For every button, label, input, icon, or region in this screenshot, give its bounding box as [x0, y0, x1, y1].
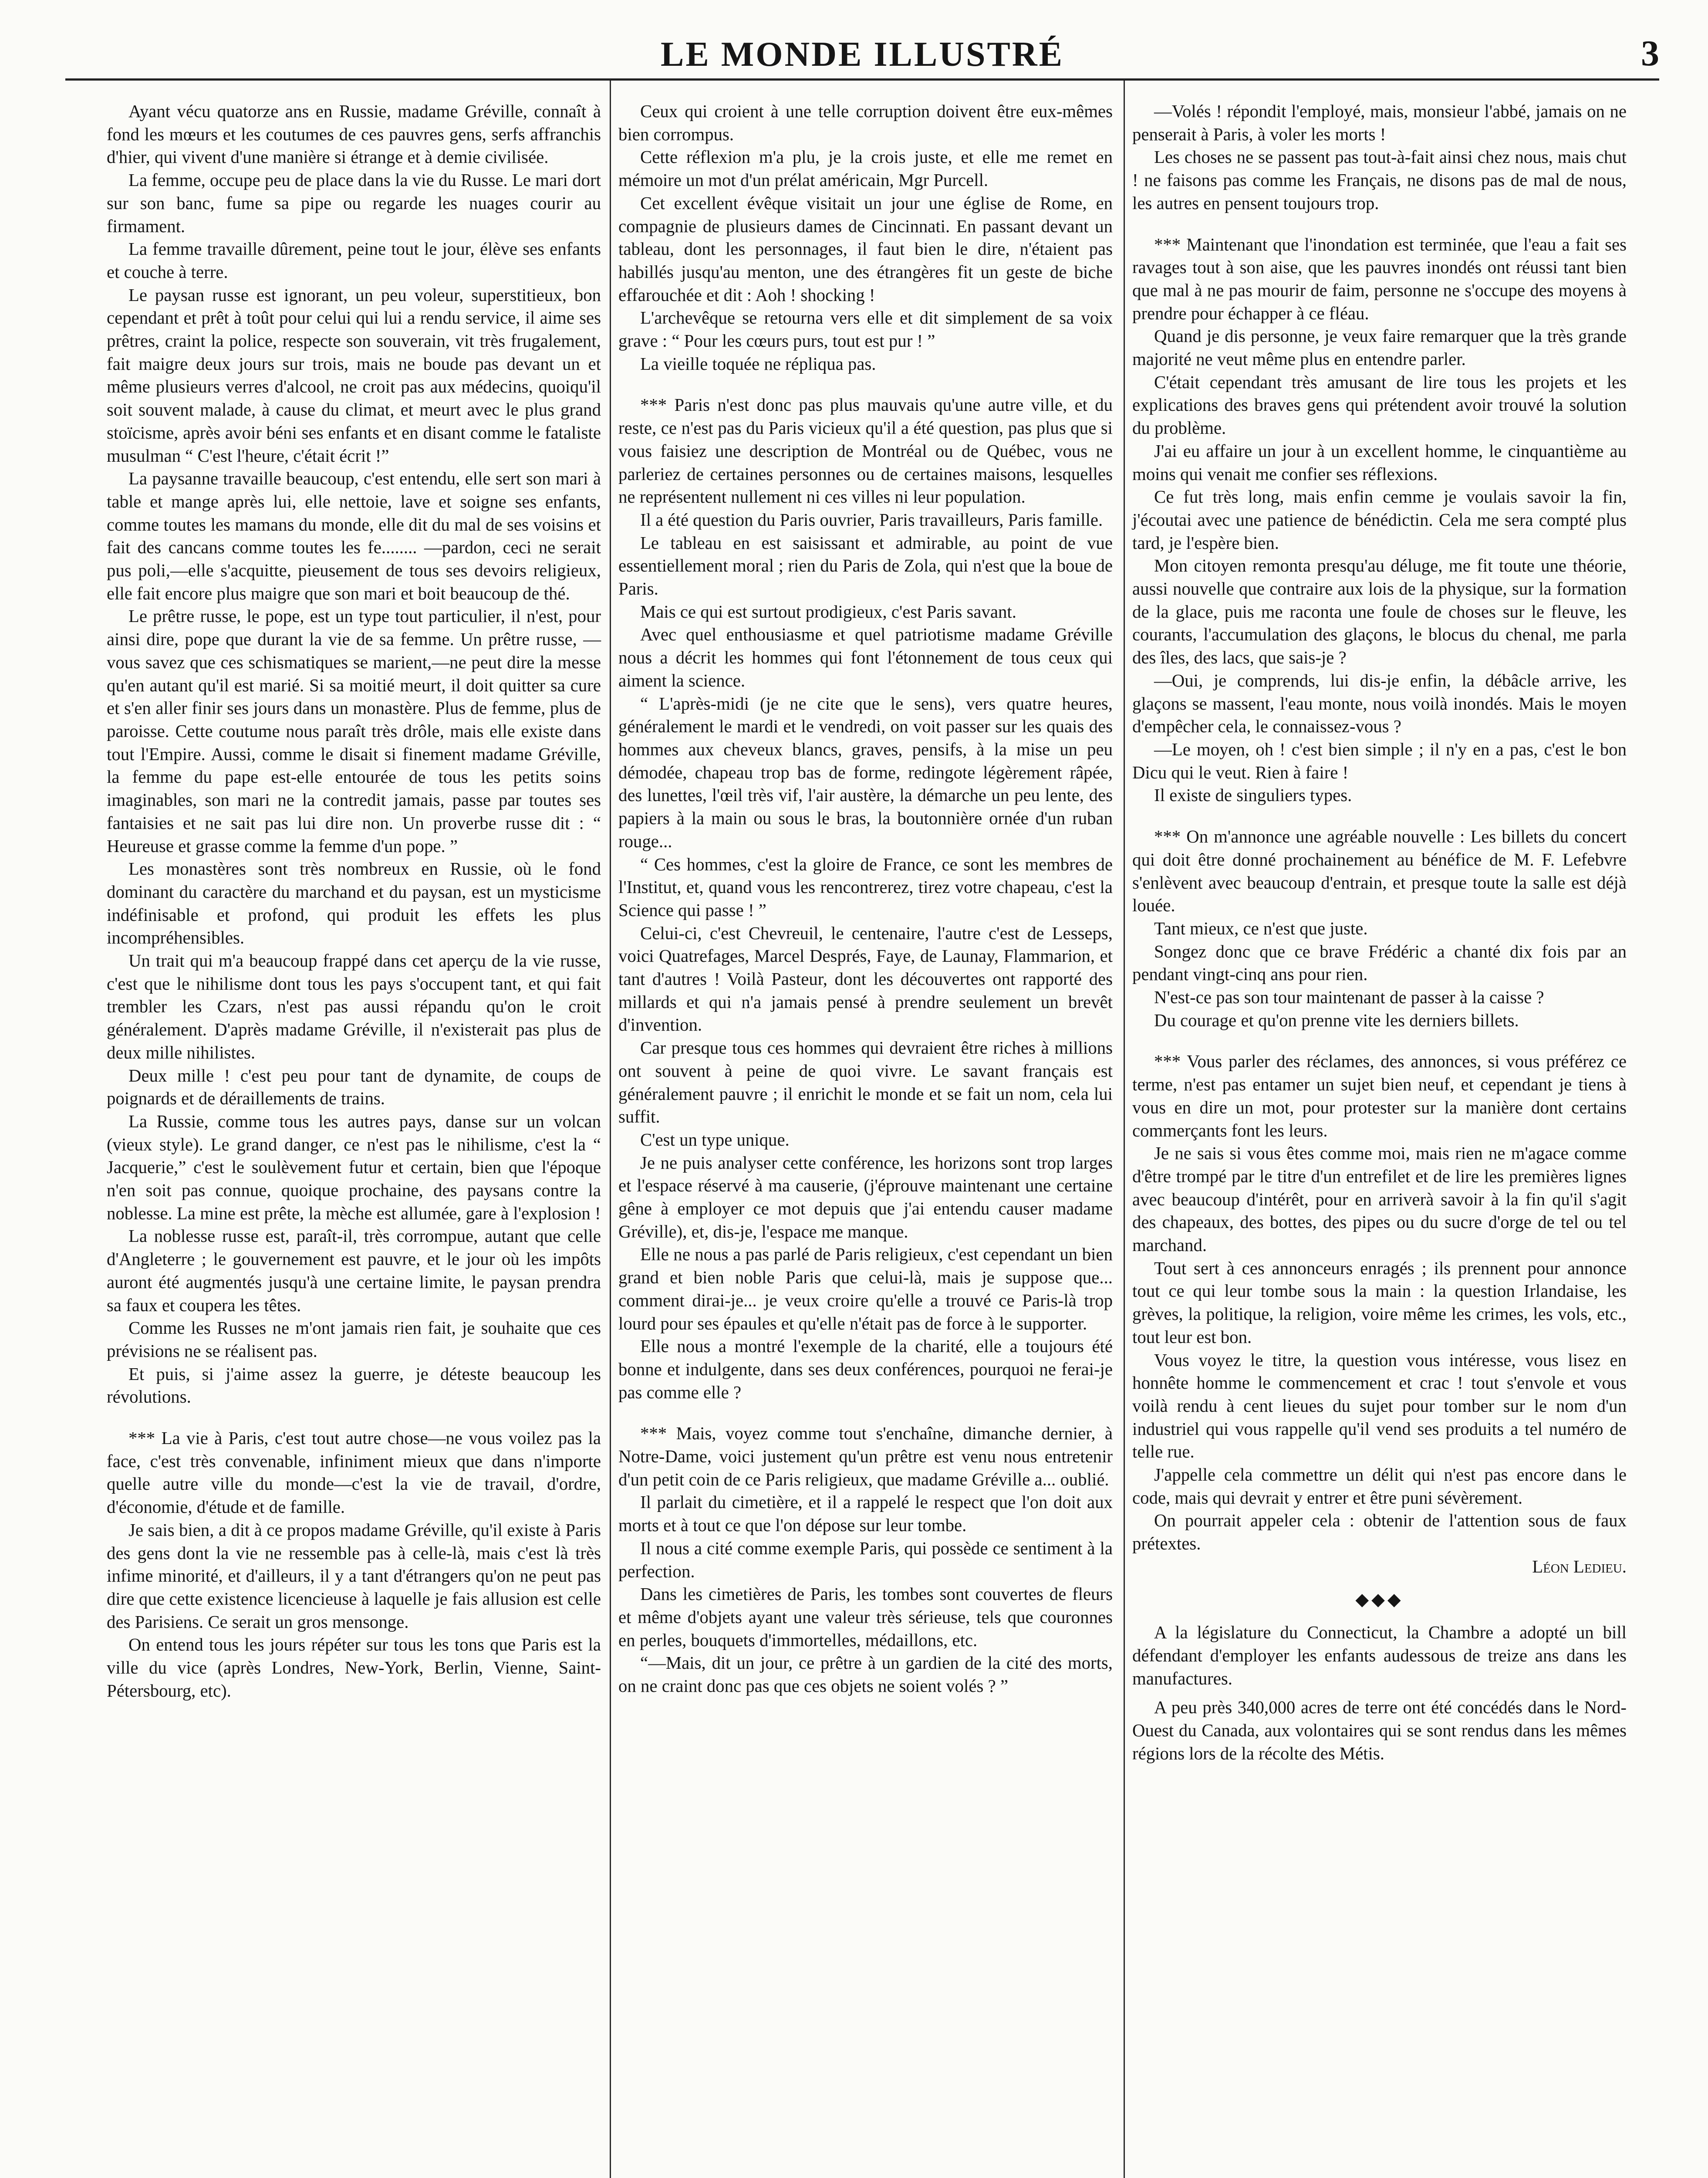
- article-paragraph: On pourrait appeler cela : obtenir de l'attention sous de faux prétextes.: [1132, 1511, 1627, 1554]
- article-paragraph: Mon citoyen remonta presqu'au déluge, me fit toute une théorie, aussi nouvelle que contraire aux lois de la physique, sur la formation de la glace, puis me raconta une foule de choses sur le fleuve, les courants, l'accumulation des glaçons, le blocus du chenal, me parla des îles, des lacs, que sais-je ?: [1132, 556, 1627, 668]
- article-paragraph: Elle ne nous a pas parlé de Paris religieux, c'est cependant un bien grand et bien noble Paris que celui-là, mais je suppose que... comment dirai-je... je veux croire qu'elle a trouvé ce Paris-là trop lourd pour ses épaules et qu'elle n'était pas de force à le supporter.: [618, 1245, 1113, 1333]
- article-paragraph: Quand je dis personne, je veux faire remarquer que la très grande majorité ne veut même plus en entendre parler.: [1132, 326, 1627, 369]
- article-paragraph: Vous voyez le titre, la question vous intéresse, vous lisez en honnête homme le commencement et crac ! tout s'envole et vous voilà rendu à cent lieues du sujet pour tomber sur le nom d'un industriel qui vous rappelle qu'il vend ses produits a tel numéro de telle rue.: [1132, 1350, 1627, 1462]
- article-paragraph: “—Mais, dit un jour, ce prêtre à un gardien de la cité des morts, on ne craint donc pas que ces objets ne soient volés ? ”: [618, 1653, 1113, 1696]
- news-note: A peu près 340,000 acres de terre ont été concédés dans le Nord-Ouest du Canada, aux volontaires qui se sont rendus dans les mêmes régions lors de la récolte des Métis.: [1132, 1698, 1627, 1763]
- article-paragraph: Il parlait du cimetière, et il a rappelé le respect que l'on doit aux morts et à tout ce que l'on dépose sur leur tombe.: [618, 1492, 1113, 1535]
- article-paragraph: C'était cependant très amusant de lire tous les projets et les explications des braves gens qui prétendent avoir trouvé la solution du problème.: [1132, 372, 1627, 438]
- article-paragraph: Tout sert à ces annonceurs enragés ; ils prennent pour annonce tout ce qui leur tombe sous la main : la question Irlandaise, les grèves, la politique, la religion, voire même les crimes, les vols, etc., tout leur est bon.: [1132, 1258, 1627, 1347]
- article-paragraph: “ Ces hommes, c'est la gloire de France, ce sont les membres de l'Institut, et, quand vous les rencontrerez, tirez votre chapeau, c'est la Science qui passe ! ”: [618, 854, 1113, 920]
- news-notes: [1132, 1621, 1627, 1765]
- article-paragraph: Je ne puis analyser cette conférence, les horizons sont trop larges et l'espace réservé à ma causerie, (j'éprouve maintenant une certaine gêne à employer ce mot depuis que j'ai entendu causer madame Gréville), et, dis-je, l'espace me manque.: [618, 1153, 1113, 1241]
- article-paragraph: Et puis, si j'aime assez la guerre, je déteste beaucoup les révolutions.: [107, 1364, 601, 1407]
- article-paragraph: Le tableau en est saisissant et admirable, au point de vue essentiellement moral ; rien du Paris de Zola, qui n'est que la boue de Paris.: [618, 533, 1113, 599]
- article-paragraph: Ayant vécu quatorze ans en Russie, madame Gréville, connaît à fond les mœurs et les coutumes de ces pauvres gens, serfs affranchis d'hier, qui vivent d'une manière si étrange et à demie civilisée.: [107, 101, 601, 167]
- article-paragraph: Cette réflexion m'a plu, je la crois juste, et elle me remet en mémoire un mot d'un prélat américain, Mgr Purcell.: [618, 147, 1113, 190]
- column-2: [618, 100, 1113, 1698]
- article-paragraph: Cet excellent évêque visitait un jour une église de Rome, en compagnie de plusieurs dames de Cincinnati. En passant devant un tableau, dont les personnages, il faut bien le dire, n'étaient pas habillés jusqu'au menton, une des étrangères fit un geste de biche effarouchée et dit : Aoh ! shocking !: [618, 193, 1113, 305]
- column-3-body: [1132, 100, 1627, 1556]
- article-paragraph: Les choses ne se passent pas tout-à-fait ainsi chez nous, mais chut ! ne faisons pas comme les Français, ne disons pas de mal de nous, les autres en pensent toujours trop.: [1132, 147, 1627, 213]
- article-paragraph: La femme, occupe peu de place dans la vie du Russe. Le mari dort sur son banc, fume sa pipe ou regarde les nuages courir au firmament.: [107, 170, 601, 236]
- article-paragraph: Il existe de singuliers types.: [1154, 785, 1352, 805]
- article-paragraph: —Volés ! répondit l'employé, mais, monsieur l'abbé, jamais on ne penserait à Paris, à voler les morts !: [1132, 101, 1627, 144]
- page-number: 3: [1641, 33, 1659, 74]
- newspaper-title: LE MONDE ILLUSTRÉ: [661, 35, 1064, 74]
- article-paragraph: Du courage et qu'on prenne vite les derniers billets.: [1154, 1010, 1519, 1030]
- article-paragraph: J'ai eu affaire un jour à un excellent homme, le cinquantième au moins qui venait me confier ses réflexions.: [1132, 441, 1627, 484]
- article-paragraph: Comme les Russes ne m'ont jamais rien fait, je souhaite que ces prévisions ne se réalisent pas.: [107, 1318, 601, 1361]
- article-paragraph: Je sais bien, a dit à ce propos madame Gréville, qu'il existe à Paris des gens dont la vie ne ressemble pas à celle-là, mais c'est là très infime minorité, et d'ailleurs, il y a tant d'étrangers qu'on ne peut pas dire que cette existence licencieuse à laquelle je fais allusion est celle des Parisiens. Ce serait un gros mensonge.: [107, 1520, 601, 1632]
- article-paragraph: La vieille toquée ne répliqua pas.: [640, 354, 876, 374]
- article-paragraph: —Oui, je comprends, lui dis-je enfin, la débâcle arrive, les glaçons se massent, l'eau monte, nous voilà inondés. Mais le moyen d'empêcher cela, le connaissez-vous ?: [1132, 670, 1627, 737]
- article-paragraph: Songez donc que ce brave Frédéric a chanté dix fois par an pendant vingt-cinq ans pour rien.: [1132, 941, 1627, 984]
- article-paragraph: Il nous a cité comme exemple Paris, qui possède ce sentiment à la perfection.: [618, 1538, 1113, 1581]
- article-paragraph: Mais ce qui est surtout prodigieux, c'est Paris savant.: [640, 602, 1016, 622]
- article-paragraph: Les monastères sont très nombreux en Russie, où le fond dominant du caractère du marchand et du paysan, est un mysticisme indéfinisable et profond, qui produit les effets les plus incompréhensibles.: [107, 859, 601, 948]
- article-paragraph: Un trait qui m'a beaucoup frappé dans cet aperçu de la vie russe, c'est que le nihilisme dont tous les pays s'occupent tant, et qui fait trembler les Czars, n'est pas aussi répandu qu'on le croit généralement. D'après madame Gréville, il n'existerait pas plus de deux mille nihilistes.: [107, 951, 601, 1062]
- article-paragraph: Deux mille ! c'est peu pour tant de dynamite, de coups de poignards et de déraillements de trains.: [107, 1065, 601, 1109]
- article-paragraph: On entend tous les jours répéter sur tous les tons que Paris est la ville du vice (après Londres, New-York, Berlin, Vienne, Saint-Pétersbourg, etc).: [107, 1635, 601, 1701]
- article-paragraph: Ce fut très long, mais enfin cemme je voulais savoir la fin, j'écoutai avec une patience de bénédictin. Cela me sera compté plus tard, je l'espère bien.: [1132, 487, 1627, 553]
- article-paragraph: Le paysan russe est ignorant, un peu voleur, superstitieux, bon cependant et prêt à toût pour celui qui lui a rendu service, il aime ses prêtres, craint la police, respecte son souverain, vit très frugalement, fait maigre deux jours sur trois, mais ne boude pas devant un et même plusieurs verres d'alcool, ne croit pas aux médecins, quoiqu'il soit souvent malade, à cause du climat, et meurt avec le plus grand stoïcisme, après avoir béni ses enfants et en disant comme le fataliste musulman “ C'est l'heure, c'était écrit !”: [107, 285, 601, 466]
- article-paragraph: Car presque tous ces hommes qui devraient être riches à millions ont souvent à peine de quoi vivre. Le savant français est généralement pauvre ; il enrichit le monde et se fait un nom, cela lui suffit.: [618, 1038, 1113, 1127]
- column-3: [1132, 100, 1627, 1765]
- article-paragraph: La paysanne travaille beaucoup, c'est entendu, elle sert son mari à table et mange après lui, elle nettoie, lave et soigne ses enfants, comme toutes les mamans du monde, elle dit du mal de ses voisins et fait des cancans comme toutes les fe........ —pardon, ceci ne serait pus poli,—elle s'acquitte, pieusement de tous ses devoirs religieux, elle fait encore plus maigre que son mari et boit beaucoup de thé.: [107, 469, 601, 603]
- article-paragraph: La femme travaille dûrement, peine tout le jour, élève ses enfants et couche à terre.: [107, 239, 601, 282]
- article-paragraph: *** On m'annonce une agréable nouvelle : Les billets du concert qui doit être donné prochainement au bénéfice de M. F. Lefebvre s'enlèvent avec beaucoup d'entrain, et presque toute la salle est déjà louée.: [1132, 827, 1627, 916]
- article-paragraph: L'archevêque se retourna vers elle et dit simplement de sa voix grave : “ Pour les cœurs purs, tout est pur ! ”: [618, 308, 1113, 351]
- article-paragraph: “ L'après-midi (je ne cite que le sens), vers quatre heures, généralement le mardi et le vendredi, on voit passer sur les quais des hommes aux cheveux blancs, graves, pensifs, à la mise un peu démodée, chapeau trop bas de forme, redingote légèrement râpée, des lunettes, l'œil très vif, l'air austère, la démarche un peu lente, des papiers à la main ou sous le bras, la boutonnière ornée d'un ruban rouge...: [618, 693, 1113, 851]
- article-paragraph: Tant mieux, ce n'est que juste.: [1154, 918, 1368, 938]
- column-1: [107, 100, 601, 1703]
- article-paragraph: Elle nous a montré l'exemple de la charité, elle a toujours été bonne et indulgente, dans ses deux conférences, pourquoi ne ferai-je pas comme elle ?: [618, 1336, 1113, 1402]
- article-paragraph: N'est-ce pas son tour maintenant de passer à la caisse ?: [1154, 988, 1544, 1008]
- article-paragraph: La noblesse russe est, paraît-il, très corrompue, autant que celle d'Angleterre ; le gouvernement est pauvre, et le jour où les impôts auront été augmentés jusqu'à une certaine limite, le paysan prendra sa faux et coupera les têtes.: [107, 1226, 601, 1315]
- column-rule: [1124, 81, 1125, 2178]
- article-paragraph: Dans les cimetières de Paris, les tombes sont couvertes de fleurs et même d'objets ayant une valeur très sérieuse, tels que couronnes en perles, bouquets d'immortelles, médaillons, etc.: [618, 1584, 1113, 1650]
- article-paragraph: J'appelle cela commettre un délit qui n'est pas encore dans le code, mais qui devrait y entrer et être puni sévèrement.: [1132, 1465, 1627, 1508]
- article-paragraph: *** Maintenant que l'inondation est terminée, que l'eau a fait ses ravages tout à son aise, que les pauvres inondés ont réussi tant bien que mal à ne pas mourir de faim, personne ne s'occupe des moyens à prendre pour échapper à ce fléau.: [1132, 234, 1627, 323]
- news-note: A la législature du Connecticut, la Chambre a adopté un bill défendant d'employer les enfants audessous de treize ans dans les manufactures.: [1132, 1623, 1627, 1688]
- column-rule: [610, 81, 611, 2178]
- article-paragraph: Avec quel enthousiasme et quel patriotisme madame Gréville nous a décrit les hommes qui font l'étonnement de tous ceux qui aiment la science.: [618, 625, 1113, 690]
- article-paragraph: Le prêtre russe, le pope, est un type tout particulier, il n'est, pour ainsi dire, pope que durant la vie de sa femme. Un prêtre russe, — vous savez que ces schismatiques se marient,—ne peut dire la messe qu'en autant qu'il est marié. Si sa moitié meurt, il doit quitter sa cure et s'en aller finir ses jours dans un monastère. Plus de femme, plus de paroisse. Cette coutume nous paraît très drôle, mais elle existe dans tout l'Empire. Aussi, comme le disait si finement madame Gréville, la femme du pape est-elle entourée de tous les petits soins imaginables, son mari ne la contredit jamais, passe par toutes ses fantaisies et ne sait pas lui dire non. Un proverbe russe dit : “ Heureuse et grasse comme la femme d'un pope. ”: [107, 606, 601, 856]
- article-paragraph: Ceux qui croient à une telle corruption doivent être eux-mêmes bien corrompus.: [618, 101, 1113, 144]
- article-paragraph: —Le moyen, oh ! c'est bien simple ; il n'y en a pas, c'est le bon Dicu qui le veut. Rien à faire !: [1132, 739, 1627, 782]
- masthead: [65, 26, 1659, 81]
- article-paragraph: Je ne sais si vous êtes comme moi, mais rien ne m'agace comme d'être trompé par le titre d'un entrefilet et de lire les premières lignes avec beaucoup d'intérêt, pour en arriverà savoir à la fin qu'il s'agit des chapeaux, des bottes, des pipes ou du sucre d'orge de tel ou tel marchand.: [1132, 1143, 1627, 1255]
- article-paragraph: C'est un type unique.: [640, 1130, 790, 1150]
- article-paragraph: *** La vie à Paris, c'est tout autre chose—ne vous voilez pas la face, c'est très convenable, infiniment mieux que dans n'importe quelle autre ville du monde—c'est la vie de travail, d'ordre, d'économie, d'étude et de famille.: [107, 1428, 601, 1517]
- article-paragraph: *** Vous parler des réclames, des annonces, si vous préférez ce terme, n'est pas entamer un sujet bien neuf, et cependant je tiens à vous en dire un mot, pour protester sur la manière dont certains commerçants font les leurs.: [1132, 1052, 1627, 1140]
- signature: Léon Ledieu.: [1532, 1556, 1627, 1576]
- article-paragraph: *** Paris n'est donc pas plus mauvais qu'une autre ville, et du reste, ce n'est pas du Paris vicieux qu'il a été question, pas plus que si vous faisiez une description de Montréal ou de Québec, vous ne parleriez de certaines personnes ou de certaines maisons, lesquelles ne représentent nullement ni ces villes ni leur population.: [618, 395, 1113, 507]
- article-paragraph: *** Mais, voyez comme tout s'enchaîne, dimanche dernier, à Notre-Dame, voici justement qu'un prêtre est venu nous entretenir d'un petit coin de ce Paris religieux, que madame Gréville a... oublié.: [618, 1424, 1113, 1489]
- article-paragraph: Celui-ci, c'est Chevreuil, le centenaire, l'autre c'est de Lesseps, voici Quatrefages, Marcel Després, Faye, de Launay, Flammarion, et tant d'autres ! Voilà Pasteur, dont les découvertes ont rapporté des millards et qui n'a jamais pensé à prendre seulement un brevêt d'invention.: [618, 923, 1113, 1035]
- section-ornament: ◆◆◆: [1355, 1589, 1404, 1609]
- article-paragraph: Il a été question du Paris ouvrier, Paris travailleurs, Paris famille.: [640, 510, 1103, 530]
- article-paragraph: La Russie, comme tous les autres pays, danse sur un volcan (vieux style). Le grand danger, ce n'est pas le nihilisme, c'est la “ Jacquerie,” c'est le soulèvement futur et certain, bien que l'époque n'en soit pas connue, quoique prochaine, des paysans contre la noblesse. La mine est prête, la mèche est allumée, gare à l'explosion !: [107, 1111, 601, 1223]
